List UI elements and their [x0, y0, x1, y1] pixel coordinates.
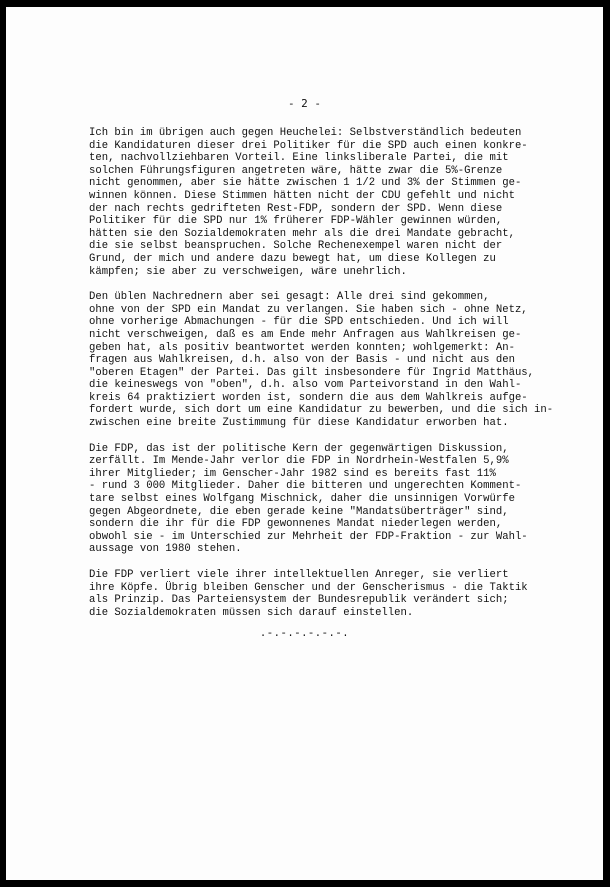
text-line: nicht genommen, aber sie hätte zwischen 1 1/2 und 3% der Stimmen ge- [89, 177, 522, 190]
text-line: ihrer Mitglieder; im Genscher-Jahr 1982 sind es bereits fast 11% [89, 467, 496, 480]
text-line: Ich bin im übrigen auch gegen Heuchelei: Selbstverständlich bedeuten [89, 127, 522, 139]
text-line: Grund, der mich und andere dazu bewegt hat, um diese Kollegen zu [89, 252, 496, 265]
text-line: kreis 64 praktiziert worden ist, sondern die aus dem Wahlkreis aufge- [89, 391, 528, 404]
text-line: aussage von 1980 stehen. [89, 543, 242, 556]
text-line: ohne von der SPD ein Mandat zu verlangen. Sie haben sich - ohne Netz, [89, 303, 528, 316]
text-line: ten, nachvollziehbaren Vorteil. Eine linksliberale Partei, die mit [89, 152, 509, 165]
text-line: gegen Abgeordnete, die eben gerade keine "Mandatsüberträger" sind, [89, 505, 509, 518]
text-line: solchen Führungsfiguren angetreten wäre, hätte zwar die 5%-Grenze [89, 164, 503, 177]
text-line: zerfällt. Im Mende-Jahr verlor die FDP in Nordrhein-Westfalen 5,9% [89, 455, 509, 468]
text-line: obwohl sie - im Unterschied zur Mehrheit der FDP-Fraktion - zur Wahl- [89, 530, 528, 543]
closing-mark: .-.-.-.-.-.-. [259, 628, 350, 640]
text-line: ohne vorherige Abmachungen - für die SPD entschieden. Und ich will [89, 316, 509, 329]
text-line: sondern die ihr für die FDP gewonnenes Mandat niederlegen werden, [89, 518, 503, 531]
text-line: der nach rechts gedrifteten Rest-FDP, sondern der SPD. Wenn diese [89, 202, 503, 215]
text-line: Die FDP, das ist der politische Kern der gegenwärtigen Diskussion, [89, 442, 509, 455]
paragraph-1 [89, 127, 589, 278]
document-body [89, 127, 589, 632]
text-line: winnen können. Diese Stimmen hätten nicht der CDU gefehlt und nicht [89, 189, 515, 202]
text-line: - rund 3 000 Mitglieder. Daher die bitteren und ungerechten Komment- [89, 480, 522, 493]
text-line: ihre Köpfe. Übrig bleiben Genscher und der Genscherismus - die Taktik [89, 581, 528, 594]
text-line: die sie selbst beanspruchen. Solche Rechenexempel waren nicht der [89, 240, 503, 253]
text-line: geben hat, als positiv beantwortet werden konnten; wohlgemerkt: An- [89, 341, 515, 354]
text-line: als Prinzip. Das Parteiensystem der Bundesrepublik verändert sich; [89, 594, 509, 607]
text-line: fordert wurde, sich dort um eine Kandidatur zu bewerben, und die sich in- [89, 404, 554, 417]
text-line: nicht verschweigen, daß es am Ende mehr Anfragen aus Wahlkreisen ge- [89, 328, 522, 341]
text-line: tare selbst eines Wolfgang Mischnick, daher die unsinnigen Vorwürfe [89, 493, 515, 506]
text-line: hätten sie den Sozialdemokraten mehr als die drei Mandate gebracht, [89, 227, 515, 240]
text-line: Politiker für die SPD nur 1% früherer FDP-Wähler gewinnen würden, [89, 215, 503, 228]
text-line: fragen aus Wahlkreisen, d.h. also von der Basis - und nicht aus den [89, 354, 515, 367]
page-number: - 2 - [287, 97, 322, 110]
document-page [6, 7, 603, 880]
text-line: "oberen Etagen" der Partei. Das gilt insbesondere für Ingrid Matthäus, [89, 366, 535, 379]
text-line: die Sozialdemokraten müssen sich darauf einstellen. [89, 606, 414, 619]
text-line: Den üblen Nachrednern aber sei gesagt: Alle drei sind gekommen, [89, 291, 490, 304]
paragraph-3 [89, 443, 589, 556]
text-line: zwischen eine breite Zustimmung für diese Kandidatur erworben hat. [89, 417, 509, 430]
paragraph-2 [89, 291, 589, 430]
text-line: Die FDP verliert viele ihrer intellektuellen Anreger, sie verliert [89, 569, 509, 581]
text-line: kämpfen; sie aber zu verschweigen, wäre unehrlich. [89, 265, 407, 278]
text-line: die keineswegs von "oben", d.h. also vom Parteivorstand in den Wahl- [89, 379, 522, 392]
paragraph-4 [89, 569, 589, 619]
text-line: die Kandidaturen dieser drei Politiker für die SPD auch einen konkre- [89, 139, 528, 152]
